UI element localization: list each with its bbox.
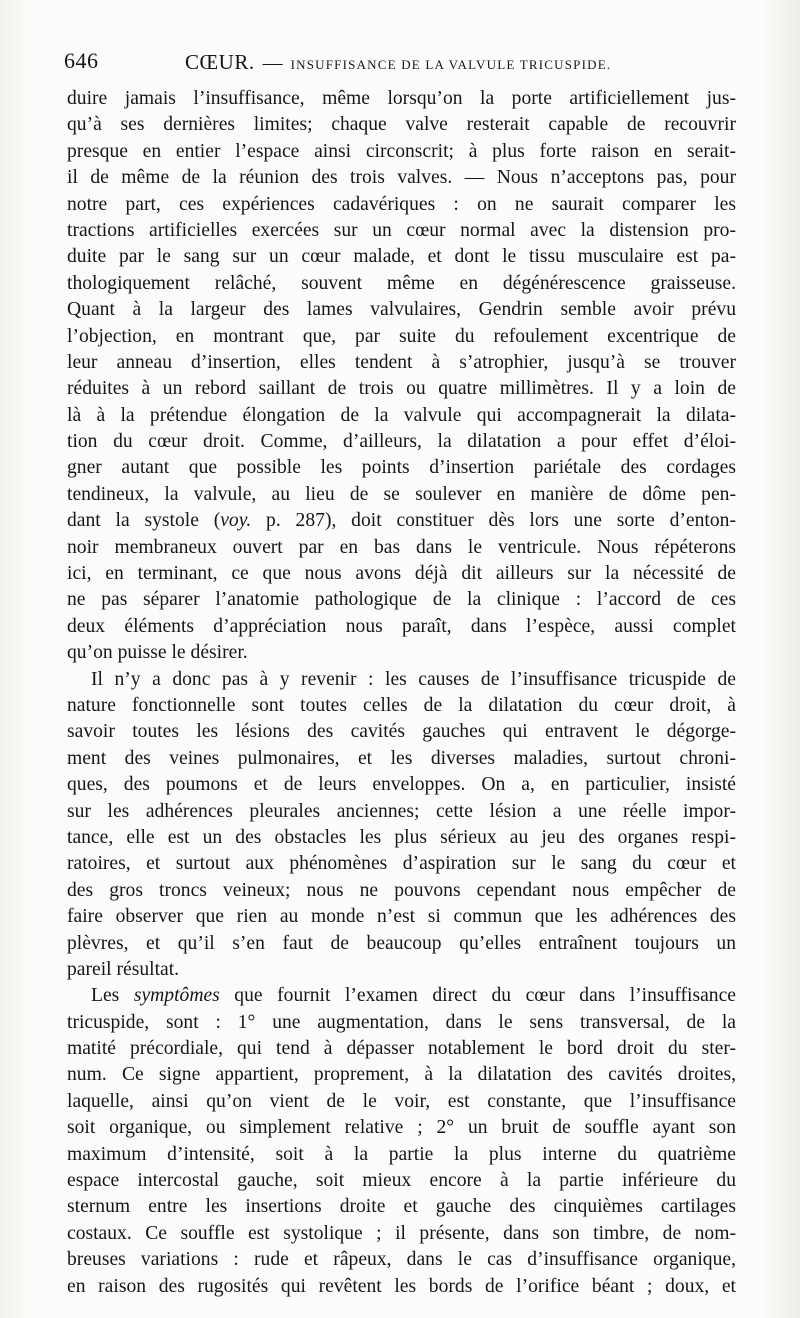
text-line: laquelle, ainsi qu’on vient de le voir, est constante, que l’insuffisance (67, 1090, 736, 1112)
text-line: des gros troncs veineux; nous ne pouvons cependant nous empêcher de (67, 879, 736, 901)
body-text (67, 86, 736, 1300)
text-line-with-emphasis (67, 983, 736, 1009)
running-title (185, 50, 611, 75)
text-line: ici, en terminant, ce que nous avons déjà dit ailleurs sur la nécessité de (67, 563, 736, 585)
text-line: soit organique, ou simplement relative ; 2° un bruit de souffle ayant son (67, 1117, 736, 1139)
text-line: gner autant que possible les points d’insertion pariétale des cordages (67, 457, 736, 479)
line-text-before: Les (91, 985, 134, 1007)
text-line: leur anneau d’insertion, elles tendent à s’atrophier, jusqu’à se trouver (67, 351, 736, 373)
text-line: tion du cœur droit. Comme, d’ailleurs, la dilatation a pour effet d’éloi- (67, 431, 736, 453)
text-line: ne pas séparer l’anatomie pathologique de la clinique : l’accord de ces (67, 589, 736, 611)
text-line: duite par le sang sur un cœur malade, et dont le tissu musculaire est pa- (67, 246, 736, 268)
italic-emphasis: symptômes (133, 985, 220, 1007)
text-line: nature fonctionnelle sont toutes celles de la dilatation du cœur droit, à (67, 694, 736, 716)
text-line: espace intercostal gauche, soit mieux encore à la partie inférieure du (67, 1170, 736, 1192)
text-line: qu’à ses dernières limites; chaque valve resterait capable de recouvrir (67, 114, 736, 136)
text-line: il de même de la réunion des trois valves. — Nous n’acceptons pas, pour (67, 167, 736, 189)
title-separator: — (262, 52, 283, 74)
text-line: presque en entier l’espace ainsi circonscrit; à plus forte raison en serait- (67, 140, 736, 162)
text-line: deux éléments d’appréciation nous paraît, dans l’espèce, aussi complet (67, 615, 736, 637)
text-line: savoir toutes les lésions des cavités gauches qui entravent le dégorge- (67, 721, 736, 743)
text-line: num. Ce signe appartient, proprement, à la dilatation des cavités droites, (67, 1064, 736, 1086)
text-line: breuses variations : rude et râpeux, dans le cas d’insuffisance organique, (67, 1249, 736, 1271)
text-line: sur les adhérences pleurales anciennes; cette lésion a une réelle impor- (67, 800, 736, 822)
text-line: noir membraneux ouvert par en bas dans le ventricule. Nous répéterons (67, 536, 736, 558)
text-line: notre part, ces expériences cadavériques : on ne saurait comparer les (67, 193, 736, 215)
paragraph-2 (67, 667, 736, 984)
text-line: Quant à la largeur des lames valvulaires, Gendrin semble avoir prévu (67, 299, 736, 321)
line-text-before: dant la systole ( (67, 510, 221, 532)
text-line: l’objection, en montrant que, par suite du refoulement excentrique de (67, 325, 736, 347)
chapter-title: CŒUR. (185, 50, 255, 74)
text-line: ques, des poumons et de leurs enveloppes. On a, en particulier, insisté (67, 774, 736, 796)
text-line: thologiquement relâché, souvent même en dégénérescence graisseuse. (67, 272, 736, 294)
text-line: tendineux, la valvule, au lieu de se soulever en manière de dôme pen- (67, 483, 736, 505)
line-text-after: que fournit l’examen direct du cœur dans l’insuffisance (219, 985, 736, 1007)
text-line: là à la prétendue élongation de la valvule qui accompagnerait la dilata- (67, 404, 736, 426)
text-line: maximum d’intensité, soit à la partie la plus interne du quatrième (67, 1143, 736, 1165)
paragraph-1 (67, 86, 736, 667)
text-line: réduites à un rebord saillant de trois ou quatre millimètres. Il y a loin de (67, 378, 736, 400)
text-line: faire observer que rien au monde n’est si commun que les adhérences des (67, 906, 736, 928)
text-line: tance, elle est un des obstacles les plus sérieux au jeu des organes respi- (67, 826, 736, 848)
italic-reference: voy. (220, 510, 252, 532)
text-line: plèvres, et qu’il s’en faut de beaucoup qu’elles entraînent toujours un (67, 932, 736, 954)
text-line: matité précordiale, qui tend à dépasser notablement le bord droit du ster- (67, 1038, 736, 1060)
line-text-after: p. 287), doit constituer dès lors une sorte d’enton- (251, 510, 736, 532)
text-line: ment des veines pulmonaires, et les diverses maladies, surtout chroni- (67, 747, 736, 769)
running-header (64, 48, 736, 80)
text-line: qu’on puisse le désirer. (67, 642, 248, 664)
text-line: Il n’y a donc pas à y revenir : les causes de l’insuffisance tricuspide de (91, 668, 736, 690)
section-title: INSUFFISANCE DE LA VALVULE TRICUSPIDE. (290, 57, 612, 72)
text-line: tractions artificielles exercées sur un cœur normal avec la distension pro- (67, 219, 736, 241)
text-line: pareil résultat. (67, 958, 180, 980)
text-line: tricuspide, sont : 1° une augmentation, dans le sens transversal, de la (67, 1011, 736, 1033)
text-line: ratoires, et surtout aux phénomènes d’aspiration sur le sang du cœur et (67, 853, 736, 875)
text-line-with-reference (67, 508, 736, 534)
paragraph-3 (67, 983, 736, 1300)
text-line: duire jamais l’insuffisance, même lorsqu’on la porte artificiellement jus- (67, 88, 736, 109)
page-number: 646 (64, 48, 99, 73)
text-line: costaux. Ce souffle est systolique ; il présente, dans son timbre, de nom- (67, 1222, 736, 1244)
text-line: en raison des rugosités qui revêtent les bords de l’orifice béant ; doux, et (67, 1275, 736, 1297)
text-line: sternum entre les insertions droite et gauche des cinquièmes cartilages (67, 1196, 736, 1218)
